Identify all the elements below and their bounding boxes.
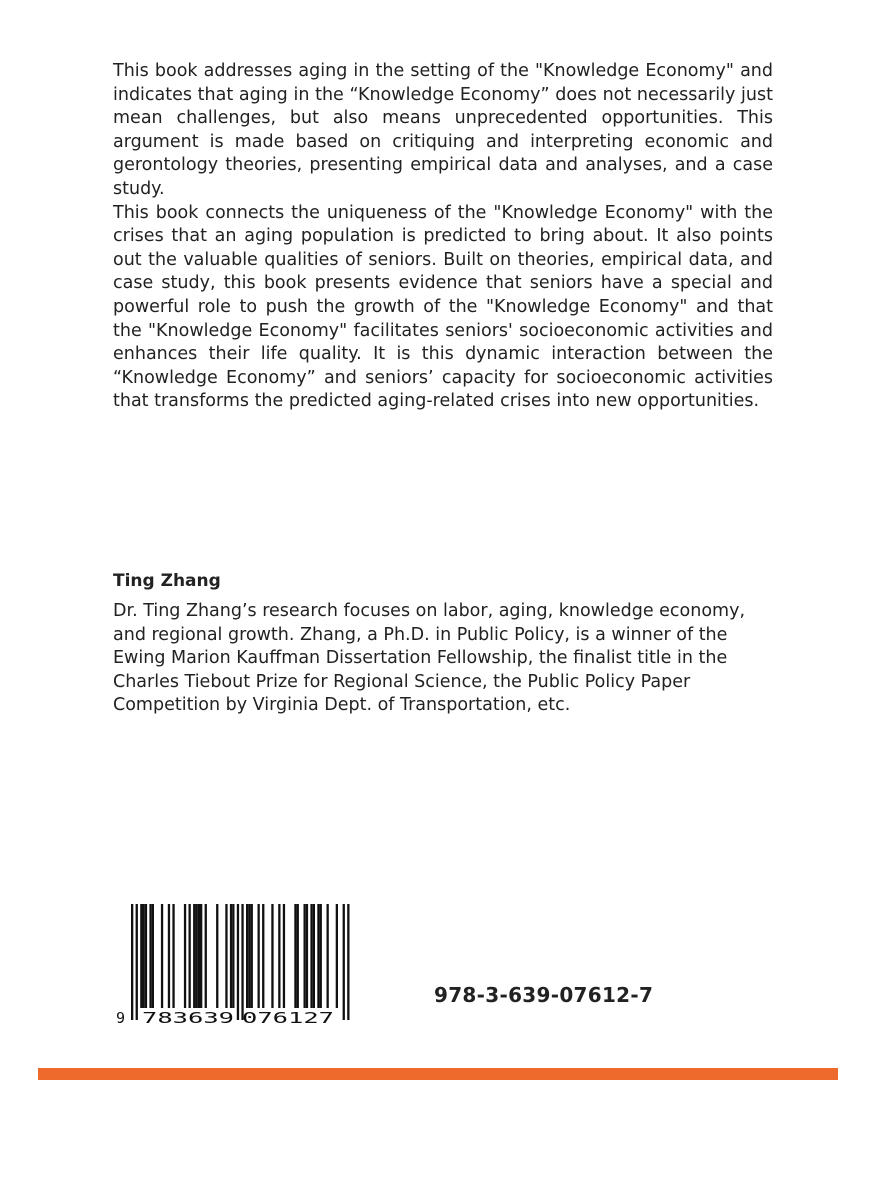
barcode-bar	[251, 904, 253, 1008]
barcode-bar	[152, 904, 154, 1008]
barcode-bar	[306, 904, 308, 1008]
barcode-bar	[140, 904, 142, 1008]
barcode-bar	[172, 904, 174, 1008]
barcode-bar	[246, 904, 248, 1008]
barcode-bar	[327, 904, 329, 1008]
barcode-bar	[320, 904, 322, 1008]
barcode-icon	[112, 902, 360, 1026]
barcode-bar	[343, 904, 345, 1020]
barcode-bar	[317, 904, 319, 1008]
barcode-bar	[297, 904, 299, 1008]
author-name: Ting Zhang	[113, 571, 221, 591]
barcode-bar	[216, 904, 218, 1008]
barcode-right-digits: 076127	[242, 1009, 334, 1026]
barcode-bar	[258, 904, 260, 1008]
barcode-bar	[161, 904, 163, 1008]
barcode-bar	[262, 904, 264, 1008]
barcode-bar	[168, 904, 170, 1008]
barcode-bar	[184, 904, 186, 1008]
accent-bar	[38, 1068, 838, 1080]
blurb-paragraph-2: This book connects the uniqueness of the "Knowledge Economy" with the crises that an aging population is predicted to bring about. It also points out the valuable qualities of seniors. Built on theories, empirical data, and case study, this book presents evidence that seniors have a special and powerful role to push the growth of the "Knowledge Economy" and that the "Knowledge Economy" facilitates seniors' socioeconomic activities and enhances their life quality. It is this dynamic interaction between the “Knowledge Economy” and seniors’ capacity for socioeconomic activities that transforms the predicted aging-related crises into new opportunities.	[113, 202, 773, 412]
barcode-bar	[205, 904, 207, 1008]
barcode-bar	[143, 904, 145, 1008]
barcode-bar	[237, 904, 239, 1020]
barcode-bar	[145, 904, 147, 1008]
barcode-bar	[225, 904, 227, 1008]
author-section	[113, 570, 773, 718]
barcode-bar	[232, 904, 234, 1008]
barcode-bar	[278, 904, 280, 1008]
barcode-bar	[304, 904, 306, 1008]
barcode-bar	[200, 904, 202, 1008]
barcode-bar	[310, 904, 312, 1008]
barcode-bar	[230, 904, 232, 1008]
blurb-paragraph-1: This book addresses aging in the setting of the "Knowledge Economy" and indicates that aging in the “Knowledge Economy” does not necessarily just mean challenges, but also means unprecedented opportunities. This argument is made based on critiquing and interpreting economic and gerontology theories, presenting empirical data and analyses, and a case study.	[113, 61, 773, 199]
barcode-left-digits: 783639	[142, 1009, 234, 1026]
book-blurb	[113, 60, 773, 414]
barcode-bar	[271, 904, 273, 1008]
barcode-bar	[347, 904, 349, 1020]
barcode-bar	[294, 904, 296, 1008]
isbn-number: 978-3-639-07612-7	[434, 983, 654, 1007]
barcode-bar	[149, 904, 151, 1008]
barcode-bar	[313, 904, 315, 1008]
barcode-bar	[283, 904, 285, 1008]
barcode-bar	[336, 904, 338, 1008]
barcode-bar	[131, 904, 133, 1020]
barcode-bar	[195, 904, 197, 1008]
barcode-lead-digit: 9	[116, 1009, 126, 1026]
barcode-bar	[198, 904, 200, 1008]
author-bio: Dr. Ting Zhang’s research focuses on labor, aging, knowledge economy, and regional growth. Zhang, a Ph.D. in Public Policy, is a winner of the Ewing Marion Kauffman Dissertation Fellowship, the finalist title in the Charles Tiebout Prize for Regional Science, the Public Policy Paper Competition by Virginia Dept. of Transportation, etc.	[113, 601, 746, 716]
barcode-bar	[248, 904, 250, 1008]
barcode-bar	[136, 904, 138, 1020]
barcode-bar	[193, 904, 195, 1008]
barcode-bar	[241, 904, 243, 1020]
barcode-bar	[189, 904, 191, 1008]
